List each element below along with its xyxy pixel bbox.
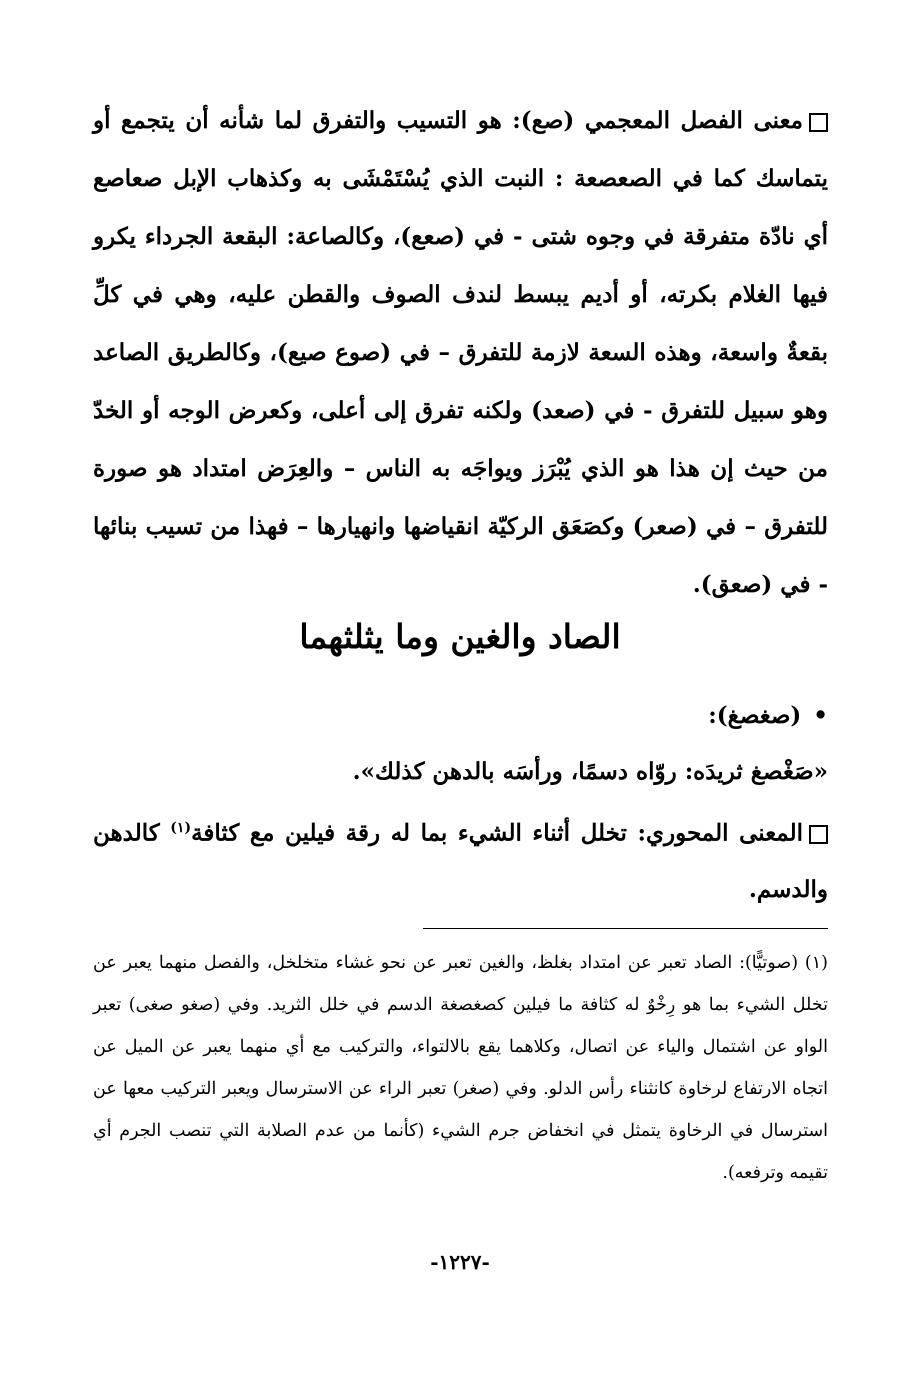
square-bullet-icon xyxy=(809,113,828,132)
main-paragraph xyxy=(93,92,828,614)
entry-quote: «صَغْصغ ثريدَه: روّاه دسمًا، ورأسَه بالدهن كذلك». xyxy=(352,758,828,785)
meaning-paragraph xyxy=(93,800,828,918)
page-number: -١٢٢٧- xyxy=(430,1250,490,1274)
footnote-divider xyxy=(423,928,828,929)
footnote-ref: (١) xyxy=(170,820,192,836)
meaning-text: المعنى المحوري: تخلل أثناء الشيء بما له رقة فيلين مع كثافة xyxy=(191,819,803,847)
bullet-icon: • xyxy=(813,702,828,729)
square-bullet-icon xyxy=(809,825,828,844)
entry-root-text: (صغصغ): xyxy=(708,702,802,729)
meaning-tail: كالدهن والدسم. xyxy=(93,819,828,903)
section-heading: الصاد والغين وما يثلثهما xyxy=(299,617,621,656)
footnote: (١) (صوتيًّا): الصاد تعبر عن امتداد بغلظ، والغين تعبر عن نحو غشاء متخلخل، والفصل منهما يعبر عن تخلل الشيء بما هو رِخْوٌ له كثافة ما فيلين كصغصغة الدسم في خلل الثريد. وفي (صغو صغى) تعبر الواو عن اشتمال والياء عن اتصال، وكلاهما يقع بالالتواء، والتركيب مع أي منهما يعبر عن الميل عن اتجاه الارتفاع لرخاوة كانثناء رأس الدلو. وفي (صغر) تعبر الراء عن الاسترسال ويعبر التركيب معها عن استرسال في الرخاوة يتمثل في انخفاض جرم الشيء (كأنما من عدم الصلابة التي تنصب الجرم أي تقيمه وترفعه). xyxy=(93,953,828,1183)
main-paragraph-text: معنى الفصل المعجمي (صع): هو التسيب والتفرق لما شأنه أن يتجمع أو يتماسك كما في الصعصعة : النبت الذي يُسْتَمْشَى به وكذهاب الإبل صعاصع أي نادّة متفرقة في وجوه شتى - في (صعع)، وكالصاعة: البقعة الجرداء يكرو فيها الغلام بكرته، أو أديم يبسط لندف الصوف والقطن عليه، وهي في كلِّ بقعةٌ واسعة، وهذه السعة لازمة للتفرق – في (صوع صيع)، وكالطريق الصاعد وهو سبيل للتفرق - في (صعد) ولكنه تفرق إلى أعلى، وكعرض الوجه أو الخدّ من حيث إن هذا هو الذي يُبْرَز ويواجَه به الناس – والعِرَض امتداد هو صورة للتفرق – في (صعر) وكصَعَق الركيّة انقياضها وانهيارها – فهذا من تسيب بنائها - في (صعق). xyxy=(93,107,828,598)
entry-root xyxy=(93,688,828,744)
